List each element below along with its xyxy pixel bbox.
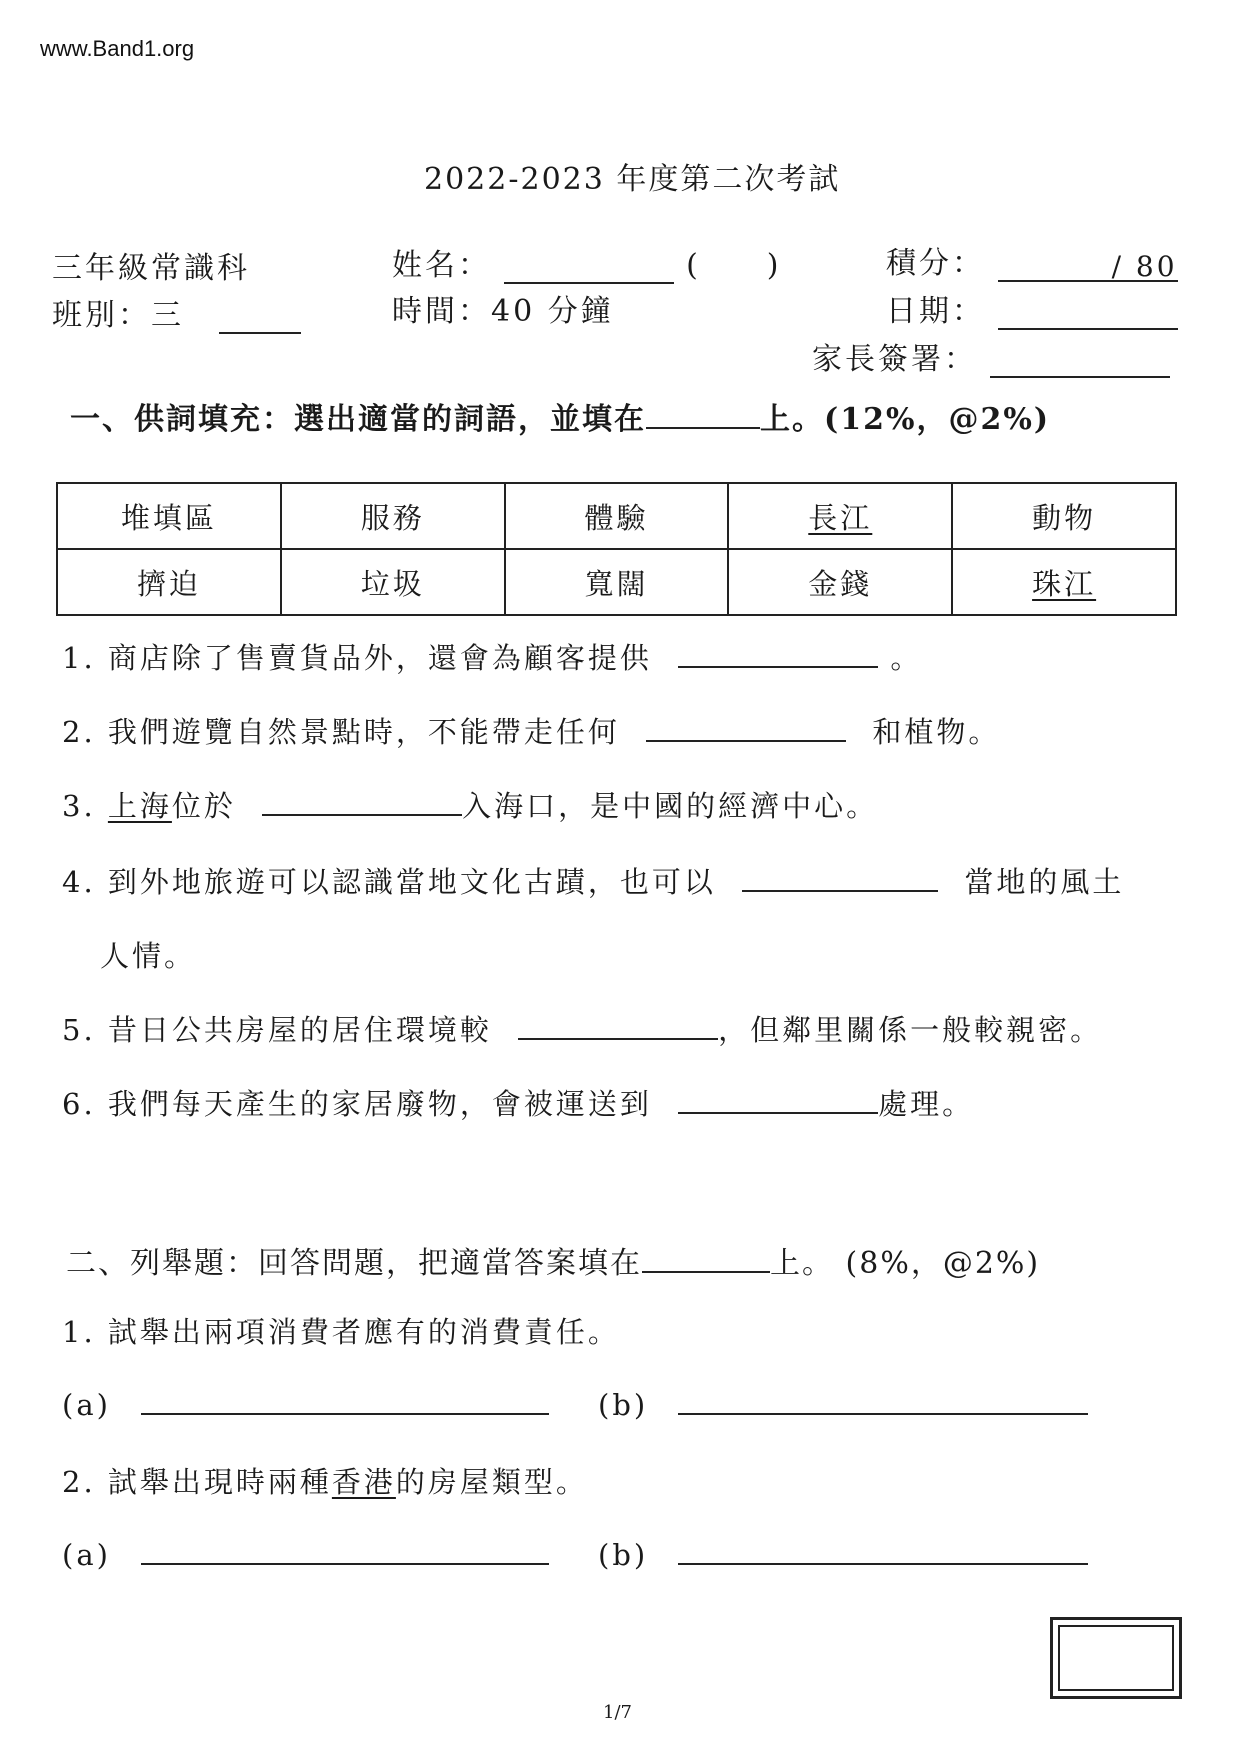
answer-label-b: (b) — [598, 1388, 649, 1422]
score-blank[interactable] — [998, 250, 1178, 282]
section1-heading-pre: 一、供詞填充：選出適當的詞語，並填在 — [70, 402, 646, 437]
word-bank-cell: 擠迫 — [57, 549, 281, 615]
word-bank-cell: 堆填區 — [57, 483, 281, 549]
score-total: / 80 — [1111, 250, 1178, 283]
class-blank[interactable] — [219, 306, 301, 334]
answer-blank[interactable] — [678, 1090, 878, 1114]
question-number: 4. — [62, 865, 96, 899]
section2-heading-blank — [642, 1249, 770, 1273]
question-text-end: 的房屋類型。 — [395, 1465, 588, 1499]
section2-question-1: 1. 試舉出兩項消費者應有的消費責任。 — [62, 1315, 620, 1349]
q2-answer-b — [598, 1538, 1088, 1572]
q2-answer-a-blank[interactable] — [141, 1541, 549, 1565]
score-box[interactable] — [1050, 1617, 1182, 1699]
date-field — [886, 286, 1178, 330]
question-4-continuation: 人情。 — [100, 939, 197, 973]
question-text-end: ，但鄰里關係一般較親密。 — [718, 1013, 1103, 1047]
word-bank-cell: 體驗 — [505, 483, 729, 549]
question-number: 2. — [62, 715, 96, 749]
question-text: 我們遊覽自然景點時，不能帶走任何 — [107, 715, 620, 749]
question-text: 商店除了售賣貨品外，還會為顧客提供 — [107, 641, 652, 675]
class-number-paren: ( ) — [686, 248, 782, 283]
q1-answer-a — [62, 1388, 549, 1422]
date-label: 日期： — [886, 294, 985, 329]
answer-label-a: (a) — [62, 1388, 111, 1422]
question-text-end: 。 — [890, 641, 923, 675]
section1-heading — [70, 394, 1050, 438]
answer-blank[interactable] — [262, 792, 462, 816]
signature-blank[interactable] — [990, 350, 1170, 378]
question-text: 2. 試舉出現時兩種 — [62, 1465, 332, 1499]
answer-blank[interactable] — [646, 718, 846, 742]
word-bank-cell: 動物 — [952, 483, 1176, 549]
proper-noun-hongkong: 香港 — [331, 1465, 396, 1499]
question-6 — [62, 1082, 974, 1123]
question-text-end: 處理。 — [878, 1087, 975, 1121]
question-1 — [62, 636, 922, 677]
q1-answer-a-blank[interactable] — [141, 1391, 549, 1415]
section2-heading-post: 上。 (8%，@2%) — [770, 1246, 1041, 1281]
q1-answer-b-blank[interactable] — [678, 1391, 1088, 1415]
page-number: 1/7 — [603, 1702, 632, 1723]
question-text: 到外地旅遊可以認識當地文化古蹟，也可以 — [107, 865, 716, 899]
section2-question-2 — [62, 1460, 588, 1501]
subject-label: 三年級常識科 — [52, 251, 250, 286]
question-3 — [62, 784, 878, 825]
name-field — [392, 240, 782, 284]
question-2 — [62, 710, 1000, 751]
answer-blank[interactable] — [518, 1016, 718, 1040]
word-bank-cell: 金錢 — [728, 549, 952, 615]
score-label: 積分： — [886, 246, 985, 281]
word-bank-table — [56, 482, 1177, 616]
question-text-end: 入海口，是中國的經濟中心。 — [462, 789, 879, 823]
question-number: 3. — [62, 789, 96, 823]
question-text: 我們每天產生的家居廢物，會被運送到 — [107, 1087, 652, 1121]
question-number: 6. — [62, 1087, 96, 1121]
word-bank-proper-noun: 珠江 — [1032, 566, 1097, 601]
name-label: 姓名： — [392, 248, 491, 283]
proper-noun-shanghai: 上海 — [107, 789, 172, 823]
word-bank-cell: 垃圾 — [281, 549, 505, 615]
time-label: 時間：40 分鐘 — [392, 294, 614, 329]
name-blank[interactable] — [504, 256, 674, 284]
date-blank[interactable] — [998, 302, 1178, 330]
word-bank-cell — [728, 483, 952, 549]
section1-heading-blank — [646, 405, 760, 429]
score-box-inner — [1058, 1625, 1174, 1691]
word-bank-cell — [952, 549, 1176, 615]
question-4 — [62, 860, 1124, 901]
q1-answer-b — [598, 1388, 1088, 1422]
signature-label: 家長簽署： — [812, 342, 977, 377]
question-text-end: 當地的風土 — [964, 865, 1125, 899]
exam-title: 2022-2023 年度第二次考試 — [424, 162, 841, 197]
section2-heading-pre: 二、列舉題：回答問題，把適當答案填在 — [66, 1246, 642, 1281]
question-5 — [62, 1008, 1102, 1049]
answer-blank[interactable] — [678, 644, 878, 668]
question-number: 1. — [62, 641, 96, 675]
word-bank-row — [57, 549, 1176, 615]
q2-answer-a — [62, 1538, 549, 1572]
word-bank-proper-noun: 長江 — [808, 500, 873, 535]
signature-field — [812, 334, 1170, 378]
question-number: 5. — [62, 1013, 96, 1047]
answer-label-a: (a) — [62, 1538, 111, 1572]
question-text-end: 和植物。 — [872, 715, 1001, 749]
question-text: 位於 — [171, 789, 236, 823]
watermark-url: www.Band1.org — [40, 36, 195, 61]
question-text: 昔日公共房屋的居住環境較 — [107, 1013, 492, 1047]
word-bank-cell: 服務 — [281, 483, 505, 549]
section2-heading — [66, 1238, 1040, 1282]
class-label: 班別：三 — [52, 298, 184, 333]
q2-answer-b-blank[interactable] — [678, 1541, 1088, 1565]
word-bank-cell: 寬闊 — [505, 549, 729, 615]
section1-heading-post: 上。(12%，@2%) — [760, 402, 1051, 437]
score-field — [886, 238, 1178, 282]
word-bank-row — [57, 483, 1176, 549]
answer-blank[interactable] — [742, 868, 938, 892]
class-field — [52, 290, 301, 334]
answer-label-b: (b) — [598, 1538, 649, 1572]
